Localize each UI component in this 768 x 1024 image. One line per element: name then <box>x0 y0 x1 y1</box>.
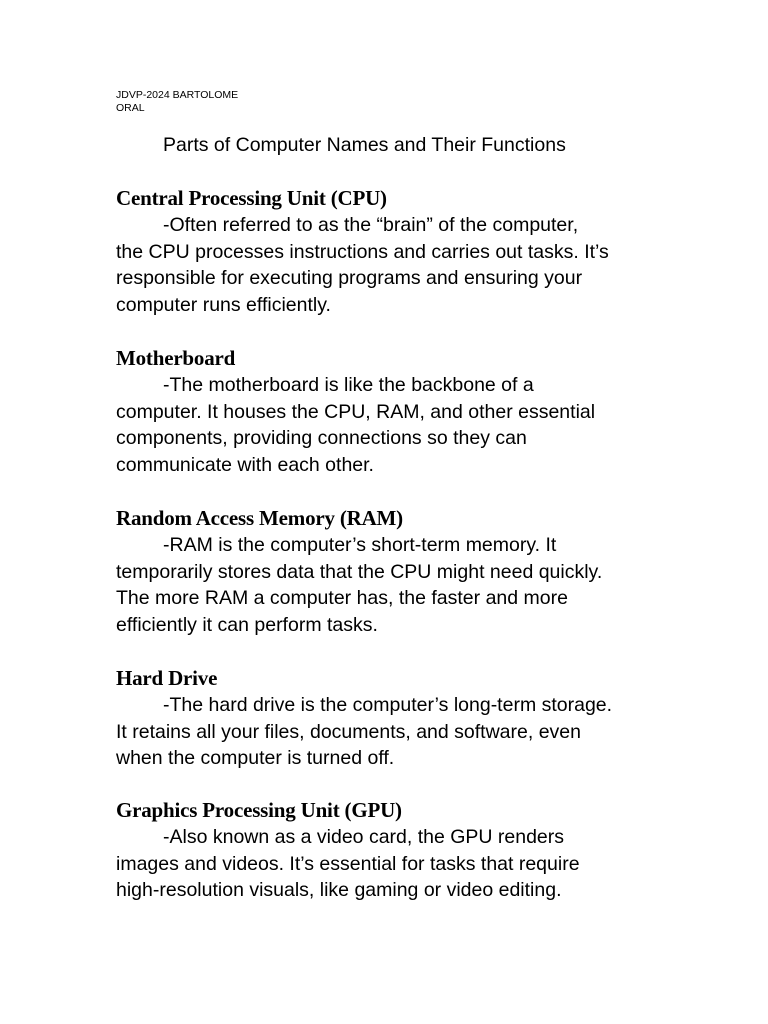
header-line-1: JDVP-2024 BARTOLOME <box>116 89 239 101</box>
body-line: -RAM is the computer’s short-term memory. It <box>163 534 557 556</box>
body-line: when the computer is turned off. <box>116 747 395 770</box>
body-line: It retains all your files, documents, and software, even <box>116 720 581 743</box>
body-line: The more RAM a computer has, the faster and more <box>116 587 568 610</box>
body-line: high-resolution visuals, like gaming or video editing. <box>116 879 562 902</box>
body-line: components, providing connections so they can <box>116 427 527 450</box>
body-line: -Often referred to as the “brain” of the computer, <box>163 214 579 236</box>
section-motherboard <box>116 345 676 479</box>
document-title: Parts of Computer Names and Their Functions <box>163 134 566 156</box>
section-body <box>116 824 676 904</box>
body-line: computer runs efficiently. <box>116 294 331 317</box>
section-gpu <box>116 797 676 904</box>
body-line: images and videos. It’s essential for tasks that require <box>116 852 580 875</box>
document-header <box>116 89 238 115</box>
body-line: temporarily stores data that the CPU might need quickly. <box>116 560 603 583</box>
body-line: communicate with each other. <box>116 454 374 477</box>
section-cpu <box>116 185 676 319</box>
section-heading: Random Access Memory (RAM) <box>116 506 403 530</box>
body-line: the CPU processes instructions and carries out tasks. It’s <box>116 240 609 263</box>
body-line: -The motherboard is like the backbone of a <box>163 374 534 396</box>
section-heading: Graphics Processing Unit (GPU) <box>116 798 402 822</box>
body-line: -The hard drive is the computer’s long-term storage. <box>163 694 613 716</box>
section-body <box>116 372 676 479</box>
header-line-2: ORAL <box>116 102 145 114</box>
section-body <box>116 212 676 319</box>
section-body <box>116 532 676 639</box>
section-ram <box>116 505 676 639</box>
section-heading: Hard Drive <box>116 666 218 690</box>
section-body <box>116 692 676 772</box>
section-heading: Motherboard <box>116 346 236 370</box>
body-line: efficiently it can perform tasks. <box>116 614 378 637</box>
body-line: computer. It houses the CPU, RAM, and other essential <box>116 400 596 423</box>
section-heading: Central Processing Unit (CPU) <box>116 186 387 210</box>
section-hard-drive <box>116 665 676 772</box>
body-line: -Also known as a video card, the GPU renders <box>163 826 565 848</box>
body-line: responsible for executing programs and ensuring your <box>116 267 583 290</box>
